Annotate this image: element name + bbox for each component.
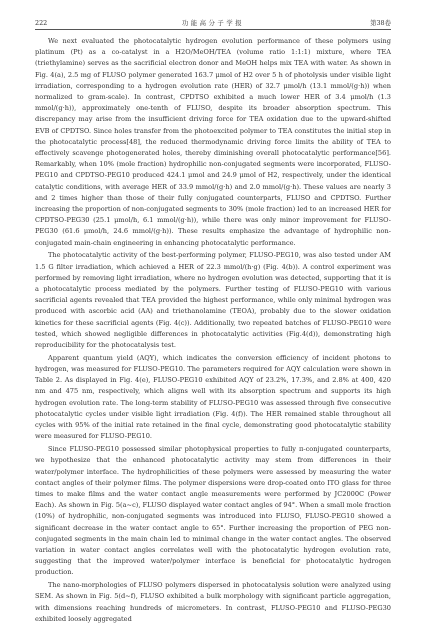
paragraph-control-experiments: The photocatalytic activity of the best-performing polymer, FLUSO-PEG10, was also tested under AM 1.5 G filter irradiation, which achieved a HER of 22.3 mmol/(h·g) (Fig. 4(b)). A control experiment was performed by removing light irradiation, where no hydrogen evolution was detected, supporting that it is a photocatalytic process mediated by the polymers. Further testing of FLUSO-PEG10 with various sacrificial agents revealed that TEA provided the highest performance, while only minimal hydrogen was produced with ascorbic acid (AA) and triethanolamine (TEOA), probably due to the slower oxidation kinetics for these sacrificial agents (Fig. 4(c)). Additionally, two repeated batches of FLUSO-PEG10 were tested, which showed negligible differences in photocatalytic activities (Fig.4(d)), demonstrating high reproducibility for the photocatalysis test.	[35, 251, 391, 350]
paragraph-contact-angle: Since FLUSO-PEG10 possessed similar photophysical properties to fully π-conjugated counterparts, we hypothesize that the enhanced photocatalytic activity may stem from differences in their water/polymer interface. The hydrophilicities of these polymers were assessed by measuring the water contact angles of their polymer films. The polymer dispersions were drop-coated onto ITO glass for three times to make films and the water contact angle measurements were performed by JC2000C (Power Each). As shown in Fig. 5(a~c), FLUSO displayed water contact angles of 94°. When a small mole fraction (10%) of hydrophilic, non-conjugated segments was introduced into FLUSO, FLUSO-PEG10 showed a significant decrease in the water contact angle to 65°. Further increasing the proportion of PEG non-conjugated segments in the main chain led to minimal change in the water contact angles. The observed variation in water contact angles correlates well with the photocatalytic hydrogen evolution rate, suggesting that the improved water/polymer interface is beneficial for photocatalytic hydrogen production.	[35, 445, 391, 577]
journal-title: 功能高分子学报	[181, 19, 245, 27]
running-header	[35, 17, 391, 30]
paragraph-hydrogen-evolution: We next evaluated the photocatalytic hydrogen evolution performance of these polymers using platinum (Pt) as a co-catalyst in a H2O/MeOH/TEA (volume ratio 1:1:1) mixture, where TEA (triethylamine) serves as the sacrificial electron donor and MeOH helps mix TEA with water. As shown in Fig. 4(a), 2.5 mg of FLUSO polymer generated 163.7 μmol of H2 over 5 h of photolysis under visible light irradiation, corresponding to a hydrogen evolution rate (HER) of 32.7 μmol/h (13.1 mmol/(g·h)) when normalized to gram-scale). In contrast, CPDTSO exhibited a much lower HER of 3.4 μmol/h (1.3 mmol/(g·h)), approximately one-tenth of FLUSO, despite its broader absorption spectrum. This discrepancy may arise from the insufficient driving force for TEA oxidation due to the upward-shifted EVB of CPDTSO. Since holes transfer from the photoexcited polymer to TEA constitutes the initial step in the photocatalytic process[48], the reduced thermodynamic driving force limits the ability of TEA to effectively scavenge photogenerated holes, thereby diminishing overall photocatalytic performance[56]. Remarkably, when 10% (mole fraction) hydrophilic non-conjugated segments were incorporated, FLUSO-PEG10 and CPDTSO-PEG10 produced 424.1 μmol and 24.9 μmol of H2, respectively, under the identical catalytic conditions, with average HER of 33.9 mmol/(g·h) and 2.0 mmol/(g·h). These values are nearly 3 and 2 times higher than those of their fully conjugated counterparts, FLUSO and CPDTSO. Further increasing the proportion of non-conjugated segments to 30% (mole fraction) led to an increased HER for CPDTSO-PEG30 (25.1 μmol/h, 6.1 mmol/(g·h)), while there was only minor improvement for FLUSO-PEG30 (61.6 μmol/h, 24.6 mmol/(g·h)). These results emphasize the advantage of hydrophilic non-conjugated main-chain engineering in enhancing photocatalytic performance.	[35, 37, 391, 247]
article-body	[35, 36, 391, 627]
volume-label: 第38卷	[370, 19, 391, 27]
paragraph-morphology: The nano-morphologies of FLUSO polymers dispersed in photocatalysis solution were analyzed using SEM. As shown in Fig. 5(d~f), FLUSO exhibited a bulk morphology with significant particle aggregation, with dimensions reaching hundreds of micrometers. In contrast, FLUSO-PEG10 and FLUSO-PEG30 exhibited loosely aggregated	[35, 581, 391, 623]
page-number: 222	[35, 19, 48, 27]
paragraph-aqy-stability: Apparent quantum yield (AQY), which indicates the conversion efficiency of incident photons to hydrogen, was measured for FLUSO-PEG10. The parameters required for AQY calculation were shown in Table 2. As displayed in Fig. 4(e), FLUSO-PEG10 exhibited AQY of 23.2%, 17.3%, and 2.8% at 400, 420 nm and 475 nm, respectively, which aligns well with its absorption spectrum and supports its high hydrogen evolution rate. The long-term stability of FLUSO-PEG10 was assessed through five consecutive photocatalytic cycles under visible light irradiation (Fig. 4(f)). The HER remained stable throughout all cycles with 95% of the initial rate retained in the final cycle, demonstrating good photocatalytic stability were measured for FLUSO-PEG10.	[35, 353, 391, 441]
